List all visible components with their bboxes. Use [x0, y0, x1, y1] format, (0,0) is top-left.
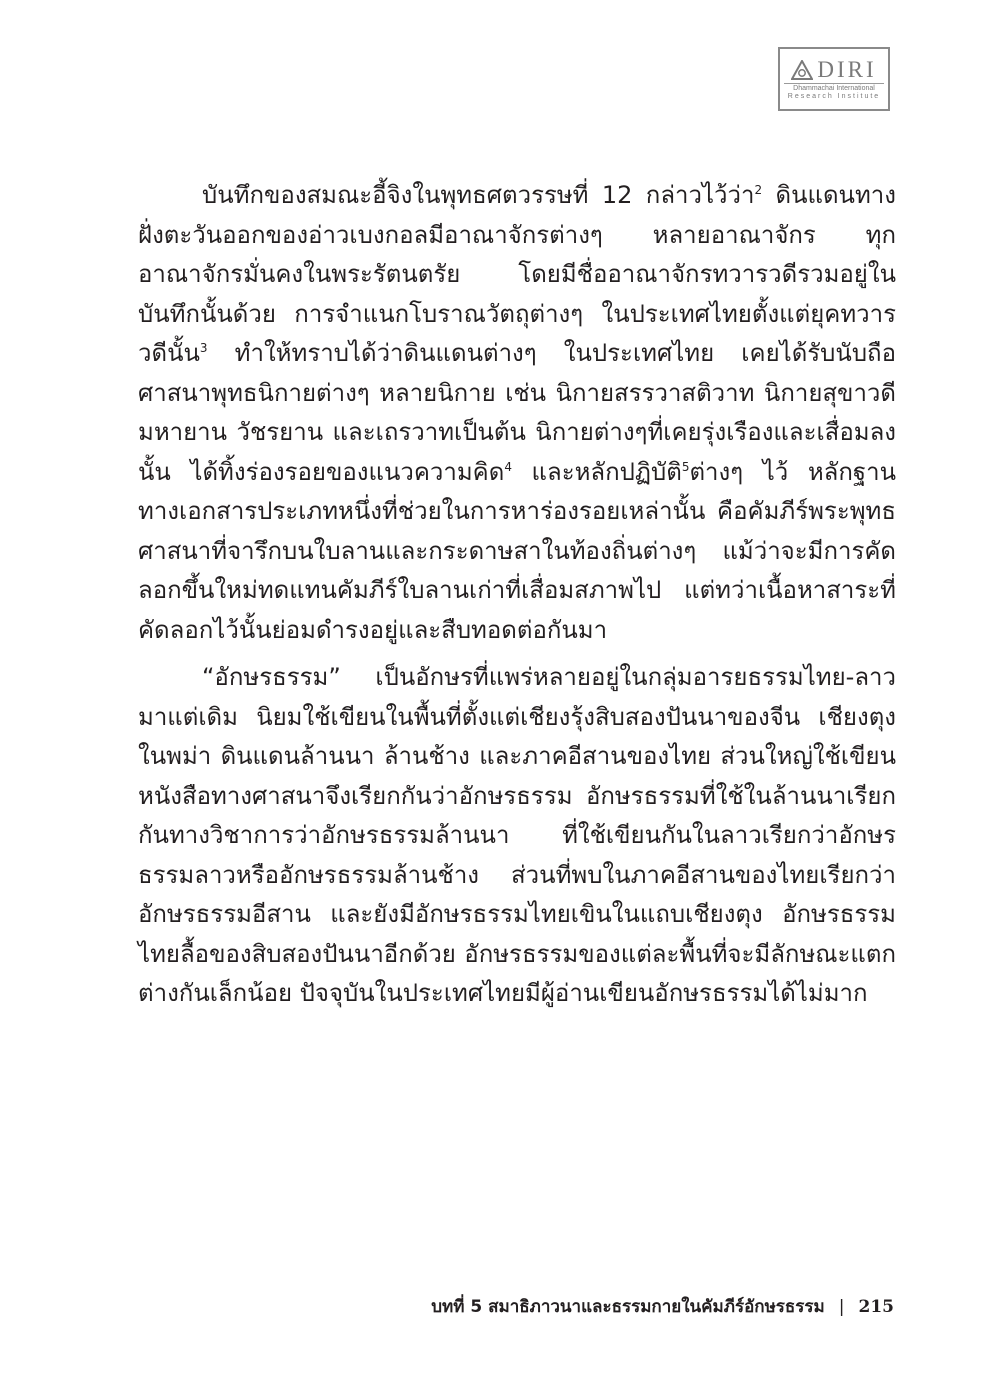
- text-span: ต่างๆ ไว้ หลักฐานทางเอกสารประเภทหนึ่งที่ช่วยในการหาร่องรอยเหล่านั้น คือคัมภีร์พระพุทธศาสนาที่จารึกบนใบลานและกระดาษสาในท้องถิ่นต่างๆ แม้ว่าจะมีการคัดลอกขึ้นใหม่ทดแทนคัมภีร์ใบลานเก่าที่เสื่อมสภาพไป แต่ทว่าเนื้อหาสาระที่คัดลอกไว้นั้นย่อมดำรงอยู่และสืบทอดต่อกันมา: [138, 457, 896, 644]
- page-footer: [431, 1293, 894, 1320]
- footer-separator: |: [838, 1297, 845, 1317]
- text-span: และหลักปฏิบัติ: [511, 457, 682, 486]
- triangle-logo-icon: [791, 60, 813, 80]
- text-span: บันทึกของสมณะอี้จิงในพุทธศตวรรษที่ 12 กล่าวไว้ว่า: [202, 181, 755, 209]
- text-span: “อักษรธรรม” เป็นอักษรที่แพร่หลายอยู่ในกลุ่มอารยธรรมไทย-ลาว มาแต่เดิม นิยมใช้เขียนในพื้นที่ตั้งแต่เชียงรุ้งสิบสองปันนาของจีน เชียงตุงในพม่า ดินแดนล้านนา ล้านช้าง และภาคอีสานของไทย ส่วนใหญ่ใช้เขียนหนังสือทางศาสนาจึงเรียกกันว่าอักษรธรรม อักษรธรรมที่ใช้ในล้านนาเรียกกันทางวิชาการว่าอักษรธรรมล้านนา ที่ใช้เขียนกันในลาวเรียกว่าอักษรธรรมลาวหรืออักษรธรรมล้านช้าง ส่วนที่พบในภาคอีสานของไทยเรียกว่าอักษรธรรมอีสาน และยังมีอักษรธรรมไทยเขินในแถบเชียงตุง อักษรธรรมไทยลื้อของสิบสองปันนาอีกด้วย อักษรธรรมของแต่ละพื้นที่จะมีลักษณะแตกต่างกันเล็กน้อย ปัจจุบันในประเทศไทยมีผู้อ่านเขียนอักษรธรรมได้ไม่มาก: [138, 663, 896, 1007]
- body-text: [138, 176, 896, 1014]
- chapter-title: บทที่ 5 สมาธิภาวนาและธรรมกายในคัมภีร์อักษรธรรม: [431, 1297, 825, 1317]
- logo-subtitle-2: Research Institute: [787, 92, 881, 100]
- footnote-ref-2[interactable]: 2: [754, 183, 763, 197]
- diri-logo: [778, 47, 890, 111]
- logo-name: DIRI: [817, 56, 877, 82]
- text-span: ทำให้ทราบได้ว่าดินแดนต่างๆ ในประเทศไทย เคยได้รับนับถือศาสนาพุทธนิกายต่างๆ หลายนิกาย เช่น นิกายสรรวาสติวาท นิกายสุขาวดีมหายาน วัชรยาน และเถรวาทเป็นต้น นิกายต่างๆที่เคยรุ่งเรืองและเสื่อมลงนั้น ได้ทิ้งร่องรอยของแนวความคิด: [138, 339, 896, 486]
- footnote-ref-4[interactable]: 4: [504, 459, 512, 474]
- paragraph: [138, 176, 896, 650]
- footnote-ref-3[interactable]: 3: [199, 341, 208, 355]
- logo-top-row: [791, 58, 876, 82]
- paragraph: [138, 658, 896, 1014]
- logo-subtitle-1: Dhammachai International: [784, 83, 884, 93]
- footnote-ref-5[interactable]: 5: [681, 459, 690, 474]
- page-number: 215: [858, 1297, 894, 1317]
- text-span: ดินแดนทางฝั่งตะวันออกของอ่าวเบงกอลมีอาณาจักรต่างๆ หลายอาณาจักร ทุกอาณาจักรมั่นคงในพระรัตนตรัย โดยมีชื่ออาณาจักรทวารวดีรวมอยู่ในบันทึกนั้นด้วย การจำแนกโบราณวัตถุต่างๆ ในประเทศไทยตั้งแต่ยุคทวารวดีนั้น: [138, 181, 896, 367]
